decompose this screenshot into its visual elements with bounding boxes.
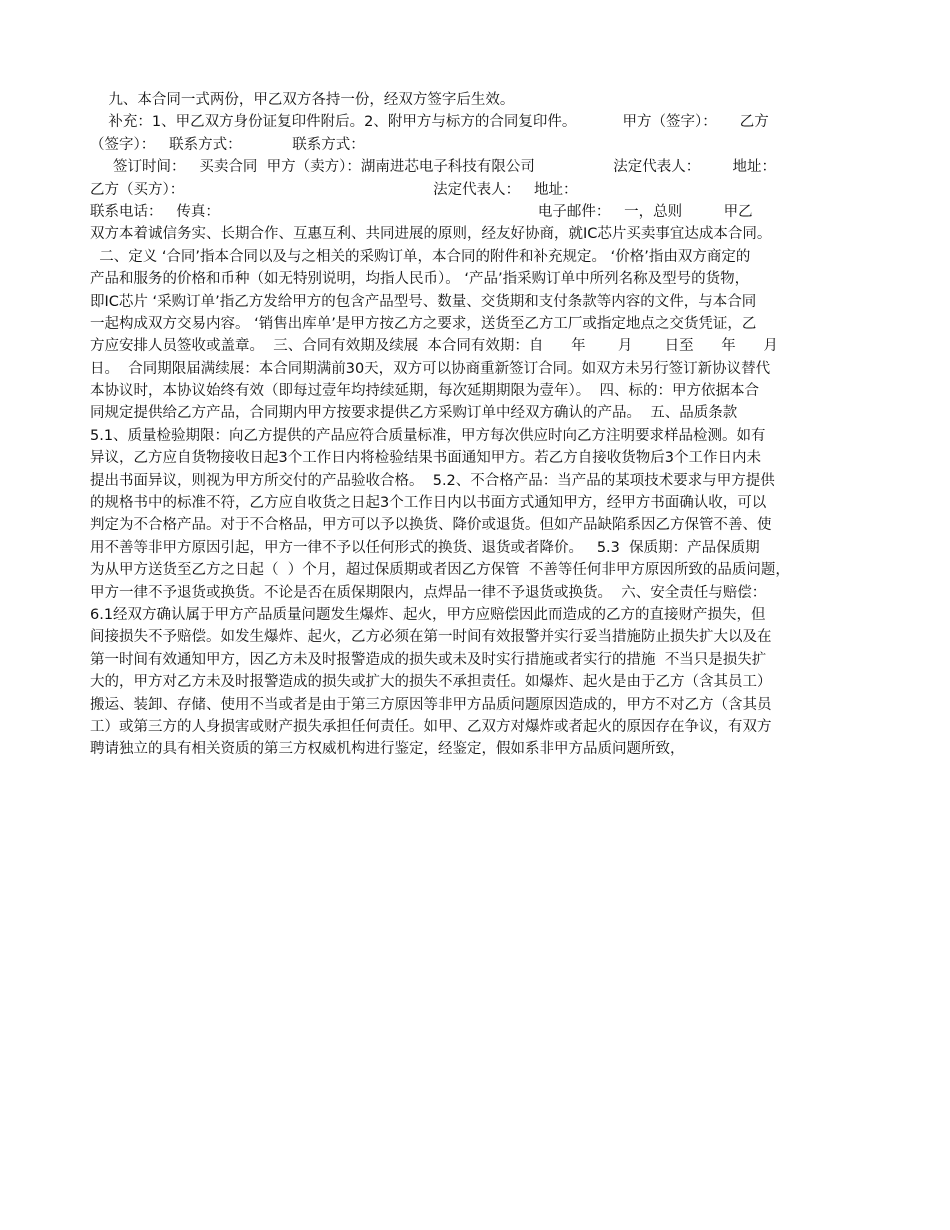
text-line-quality-inspection: 5.1、质量检验期限：向乙方提供的产品应符合质量标准，甲方每次供应时向乙方注明要求样品检测。如有	[90, 427, 766, 444]
text-line-signature-contact: （签字）： 联系方式： 联系方式：	[90, 136, 365, 153]
contract-text	[90, 89, 870, 761]
text-line-definitions: 二、定义 ‘合同’指本合同以及与之相关的采购订单，本合同的附件和补充规定。 ‘价格’指由双方商定的	[90, 248, 751, 265]
text-line-warranty: 用不善等非甲方原因引起，甲方一律不予以任何形式的换货、退货或者降价。 5.3 保质期：产品保质期	[90, 539, 760, 556]
text-line: 大的，甲方对乙方未及时报警造成的损失或扩大的损失不承担责任。如爆炸、起火是由于乙方（含其员工）	[90, 674, 772, 691]
text-line: 日。 合同期限届满续展：本合同期满前30天，双方可以协商重新签订合同。如双方未另行签订新协议替代	[90, 360, 771, 377]
text-line: 双方本着诚信务实、长期合作、互惠互利、共同进展的原则，经友好协商，就IC芯片买卖事宜达成本合同。	[90, 226, 772, 243]
text-line: 搬运、装卸、存储、使用不当或者是由于第三方原因等非甲方品质问题原因造成的，甲方不对乙方（含其员	[90, 696, 772, 713]
text-line: 间接损失不予赔偿。如发生爆炸、起火，乙方必须在第一时间有效报警并实行妥当措施防止损失扩大以及在	[90, 629, 772, 646]
text-line: 的规格书中的标准不符，乙方应自收货之日起3个工作日内以书面方式通知甲方，经甲方书面确认收，可以	[90, 495, 767, 512]
text-line-compensation: 6.1经双方确认属于甲方产品质量问题发生爆炸、起火，甲方应赔偿因此而造成的乙方的直接财产损失，但	[90, 606, 766, 623]
text-line: 本协议时，本协议始终有效（即每过壹年均持续延期，每次延期期限为壹年）。 四、标的：甲方依据本合	[90, 383, 759, 400]
text-line-quality-terms: 同规定提供给乙方产品，合同期内甲方按要求提供乙方采购订单中经双方确认的产品。 五、品质条款	[90, 405, 738, 422]
text-line: 产品和服务的价格和币种（如无特别说明，均指人民币）。 ‘产品’指采购订单中所列名称及型号的货物，	[90, 271, 750, 288]
text-line: 第一时间有效通知甲方，因乙方未及时报警造成的损失或未及时实行措施或者实行的措施 不当只是损失扩	[90, 651, 767, 668]
text-line: 即IC芯片 ‘采购订单’指乙方发给甲方的包含产品型号、数量、交货期和支付条款等内容的文件，与本合同	[90, 293, 757, 310]
text-line-contact-info: 联系电话： 传真： 电子邮件： 一，总则 甲乙	[90, 203, 753, 220]
text-line: 工）或第三方的人身损害或财产损失承担任何责任。如甲、乙双方对爆炸或者起火的原因存在争议，有双方	[90, 718, 772, 735]
text-line-signing-time: 签订时间： 买卖合同 甲方（卖方）：湖南进芯电子科技有限公司 法定代表人： 地址：	[90, 159, 776, 176]
text-line: 判定为不合格产品。对于不合格品，甲方可以予以换货、降价或退货。但如产品缺陷系因乙方保管不善、使	[90, 517, 772, 534]
text-line-supplement: 补充：1、甲乙双方身份证复印件附后。2、附甲方与标方的合同复印件。 甲方（签字）： 乙方	[90, 114, 769, 131]
text-line: 聘请独立的具有相关资质的第三方权威机构进行鉴定，经鉴定，假如系非甲方品质问题所致，	[90, 741, 685, 758]
text-line-safety: 甲方一律不予退货或换货。不论是否在质保期限内，点焊品一律不予退货或换货。 六、安全责任与赔偿：	[90, 584, 767, 601]
text-line: 为从甲方送货至乙方之日起（ ）个月，超过保质期或者因乙方保管 不善等任何非甲方原因所致的品质问题，	[90, 562, 790, 579]
text-line-nonconforming: 提出书面异议，则视为甲方所交付的产品验收合格。 5.2、不合格产品：当产品的某项技术要求与甲方提供	[90, 472, 775, 489]
text-line-party-b: 乙方（买方）： 法定代表人： 地址：	[90, 181, 578, 198]
text-line: 异议，乙方应自货物接收日起3个工作日内将检验结果书面通知甲方。若乙方自接收货物后3个工作日内未	[90, 450, 761, 467]
text-line-clause-9: 九、本合同一式两份，甲乙双方各持一份，经双方签字后生效。	[90, 92, 515, 108]
text-line-validity: 方应安排人员签收或盖章。 三、合同有效期及续展 本合同有效期：自 年 月 日至 年 月	[90, 338, 778, 355]
text-line: 一起构成双方交易内容。 ‘销售出库单’是甲方按乙方之要求，送货至乙方工厂或指定地点之交货凭证，乙	[90, 315, 757, 332]
